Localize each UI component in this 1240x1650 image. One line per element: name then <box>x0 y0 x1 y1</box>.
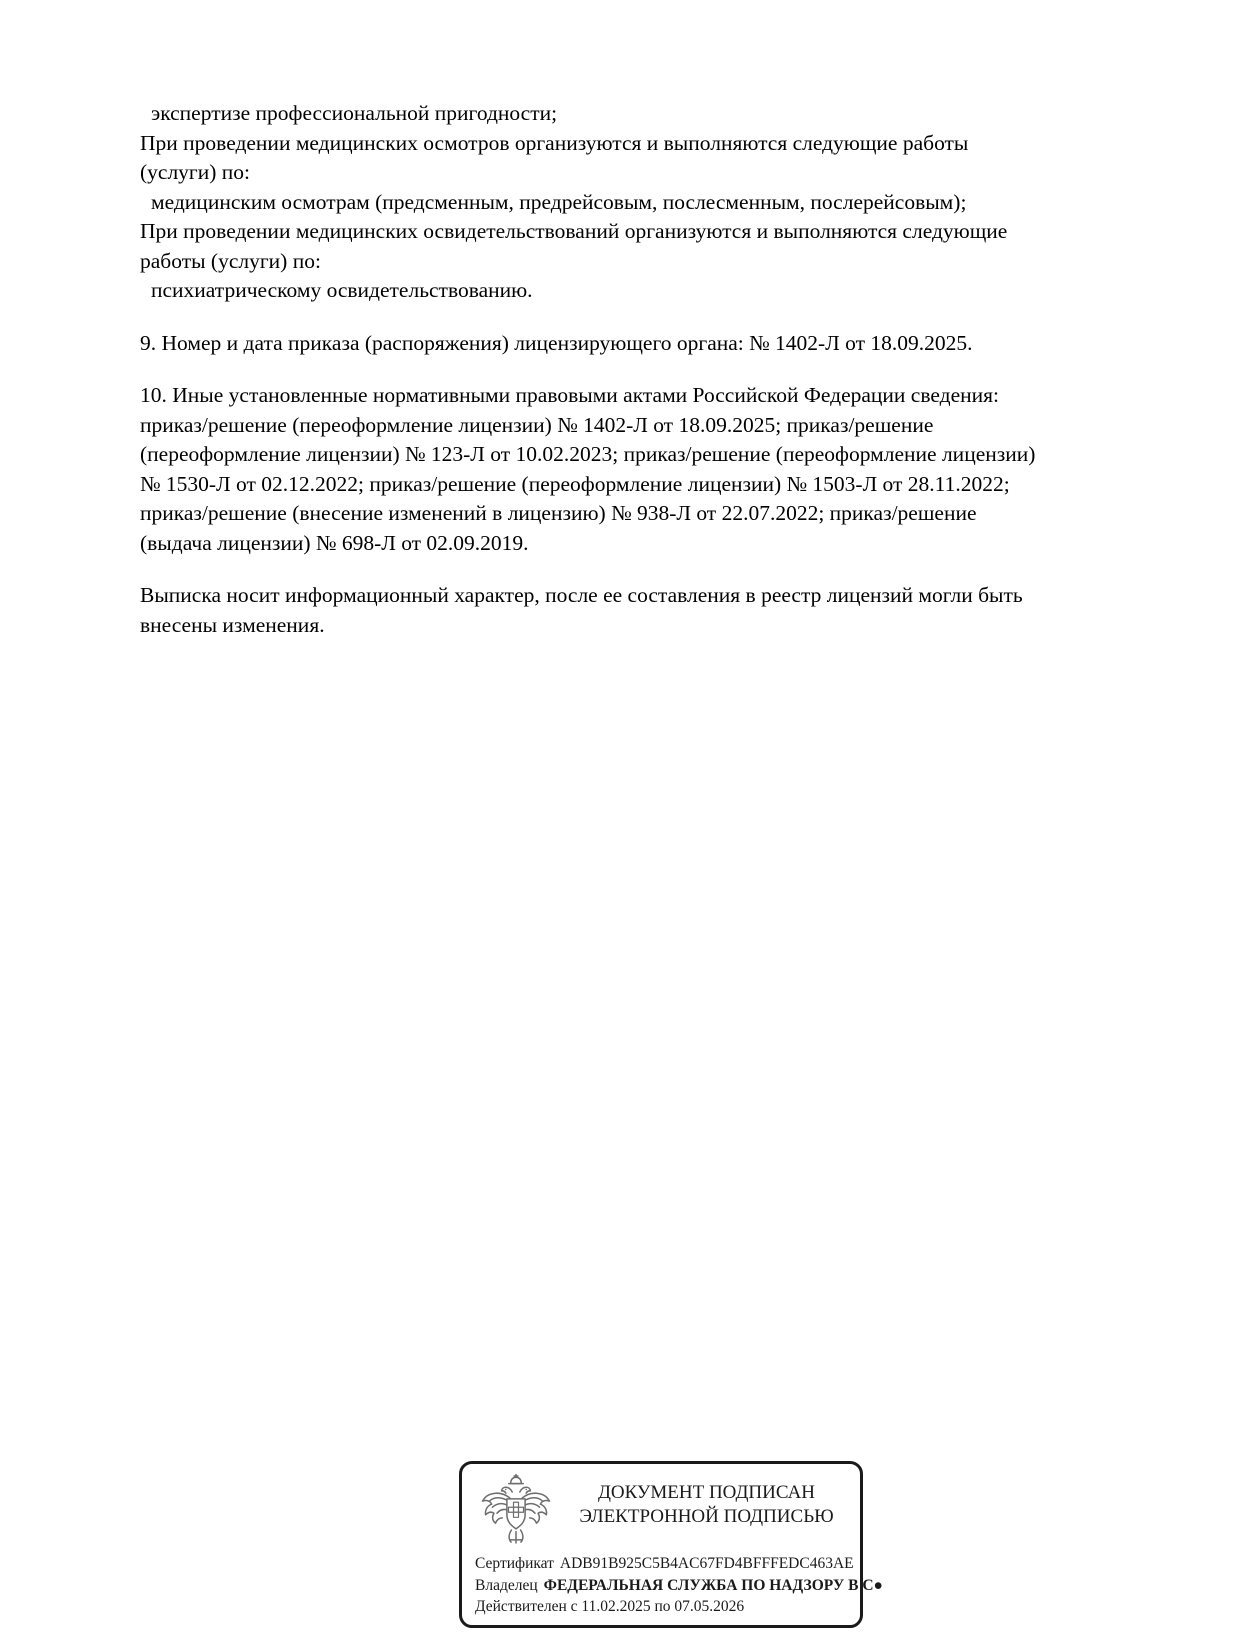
owner-line <box>475 1575 995 1597</box>
validity-line: Действителен с 11.02.2025 по 07.05.2026 <box>475 1598 745 1615</box>
certificate-label: Сертификат <box>475 1555 554 1572</box>
document-line <box>140 558 1120 581</box>
stamp-title <box>558 1481 855 1529</box>
document-line: медицинским осмотрам (предсменным, предрейсовым, послесменным, послерейсовым); <box>151 189 967 214</box>
owner-clipped-mark: ● <box>873 1576 883 1594</box>
document-line: 9. Номер и дата приказа (распоряжения) лицензирующего органа: № 1402-Л от 18.09.2025. <box>140 330 973 355</box>
document-line: психиатрическому освидетельствованию. <box>151 278 533 302</box>
owner-label: Владелец <box>475 1576 538 1594</box>
document-line: № 1530-Л от 02.12.2022; приказ/решение (переоформление лицензии) № 1503-Л от 28.11.2022; <box>140 471 1010 496</box>
document-line: работы (услуги) по: <box>140 248 321 273</box>
document-line <box>140 358 1120 381</box>
document-line: При проведении медицинских осмотров организуются и выполняются следующие работы <box>140 130 969 155</box>
document-line: (выдача лицензии) № 698-Л от 02.09.2019. <box>140 530 529 555</box>
stamp-title-line1: ДОКУМЕНТ ПОДПИСАН <box>597 1482 816 1503</box>
document-line: приказ/решение (внесение изменений в лицензию) № 938-Л от 22.07.2022; приказ/решение <box>140 501 977 525</box>
owner-value: ФЕДЕРАЛЬНАЯ СЛУЖБА ПО НАДЗОРУ В С <box>543 1576 874 1594</box>
document-line: приказ/решение (переоформление лицензии) № 1402-Л от 18.09.2025; приказ/решение <box>140 412 934 437</box>
document-text <box>140 99 1120 640</box>
certificate-value: ADB91B925C5B4AC67FD4BFFFEDC463AE <box>559 1555 854 1572</box>
stamp-title-line2: ЭЛЕКТРОННОЙ ПОДПИСЬЮ <box>579 1506 834 1527</box>
document-line: (услуги) по: <box>140 160 251 184</box>
certificate-line <box>475 1553 995 1575</box>
document-line: внесены изменения. <box>140 612 325 637</box>
document-line: экспертизе профессиональной пригодности; <box>151 101 558 125</box>
stamp-info <box>475 1553 995 1618</box>
document-line: (переоформление лицензии) № 123-Л от 10.02.2023; приказ/решение (переоформление лицензии) <box>140 442 1036 466</box>
document-line <box>140 306 1120 329</box>
document-line: 10. Иные установленные нормативными правовыми актами Российской Федерации сведения: <box>140 383 999 407</box>
electronic-signature-stamp <box>459 1461 883 1628</box>
document-line: Выписка носит информационный характер, после ее составления в реестр лицензий могли быть <box>140 583 1023 607</box>
document-line: При проведении медицинских освидетельствований организуются и выполняются следующие <box>140 219 1008 243</box>
roszdravnadzor-eagle-emblem-icon <box>477 1473 555 1549</box>
